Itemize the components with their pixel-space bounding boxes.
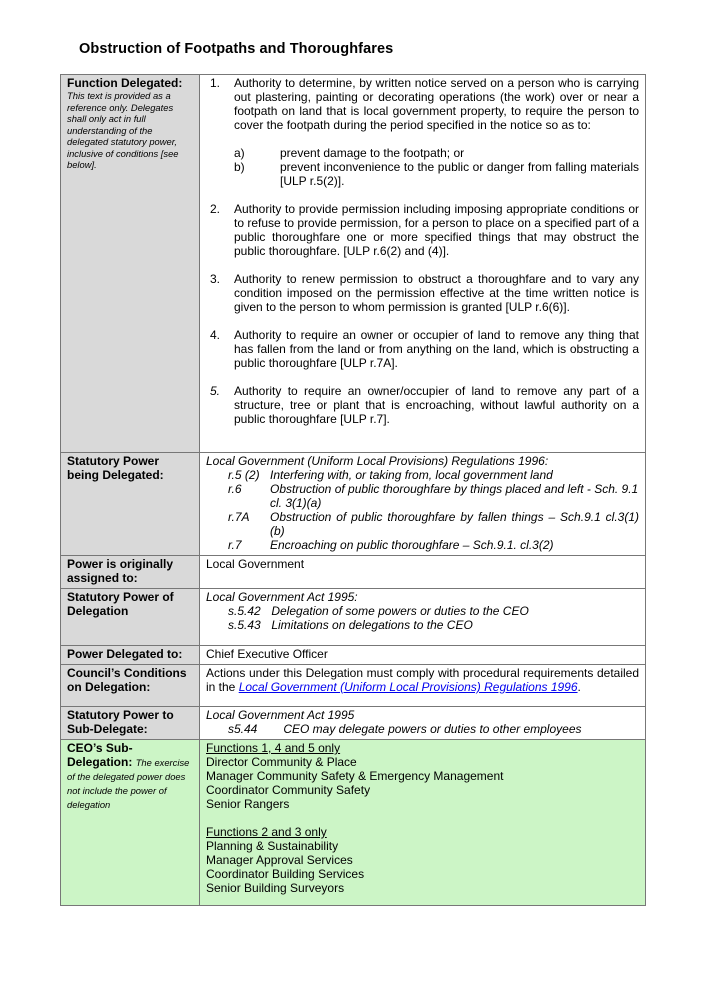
- group-heading: Functions 1, 4 and 5 only: [206, 741, 341, 755]
- act-heading: Local Government Act 1995:: [206, 590, 358, 604]
- function-item-3: [206, 272, 639, 314]
- act-ref: [206, 618, 639, 632]
- ref-code: r.5 (2): [228, 468, 260, 482]
- delegated-to-value: Chief Executive Officer: [200, 646, 646, 665]
- originally-assigned-value: Local Government: [200, 556, 646, 589]
- function-delegated-note: This text is provided as a reference only. Delegates shall only act in full understanding of the delegated statutory power, inclusive of conditions [see below].: [67, 90, 179, 170]
- function-item-1: [206, 76, 639, 188]
- ref-code: r.7: [228, 538, 242, 552]
- role-item: Senior Rangers: [206, 797, 290, 811]
- function-text: Authority to require an owner/occupier of land to remove any part of a structure, tree or plant that is encroaching, without lawful authority on a public thoroughfare [ULP r.7].: [234, 384, 639, 426]
- row-ceo-sub-delegation: [61, 740, 646, 906]
- conditions-text-end: .: [577, 680, 581, 694]
- function-list-cell: [200, 75, 646, 453]
- ref-text: Obstruction of public thoroughfare by fallen things – Sch.9.1 cl.3(1)(b): [270, 510, 639, 538]
- row-originally-assigned: [61, 556, 646, 589]
- role-item: Coordinator Community Safety: [206, 783, 371, 797]
- regulation-ref: [206, 510, 639, 538]
- role-item: Director Community & Place: [206, 755, 357, 769]
- function-number: 2.: [210, 202, 221, 216]
- row-delegated-to: [61, 646, 646, 665]
- sub-letter: a): [234, 146, 245, 160]
- role-item: Planning & Sustainability: [206, 839, 339, 853]
- role-item: Senior Building Surveyors: [206, 881, 345, 895]
- regulation-ref: [206, 482, 639, 510]
- sub-letter: b): [234, 160, 245, 174]
- sub-item-a: [234, 146, 639, 160]
- group-heading: Functions 2 and 3 only: [206, 825, 327, 839]
- label-originally-assigned: Power is originally assigned to:: [61, 556, 200, 589]
- row-statutory-power: [61, 453, 646, 556]
- ref-code: s.5.42: [228, 604, 261, 618]
- ref-code: r.7A: [228, 510, 250, 524]
- delegation-table: [60, 74, 646, 906]
- ref-text: Interfering with, or taking from, local government land: [270, 468, 553, 482]
- function-text: Authority to require an owner or occupier of land to remove any thing that has fallen from the land or from anything on the land, which is obstructing a public thoroughfare [ULP r.7A].: [234, 328, 639, 370]
- conditions-cell: [200, 665, 646, 707]
- label-delegated-to: Power Delegated to:: [61, 646, 200, 665]
- regulation-ref: [206, 538, 639, 552]
- sub-delegate-cell: [200, 707, 646, 740]
- function-list: [206, 76, 639, 426]
- label-ceo-sub-delegation: [61, 740, 200, 906]
- function-number: 3.: [210, 272, 221, 286]
- ref-text: Delegation of some powers or duties to the CEO: [271, 604, 529, 618]
- ref-text: Obstruction of public thoroughfare by things placed and left - Sch. 9.1 cl. 3(1)(a): [270, 482, 639, 510]
- power-of-delegation-cell: [200, 589, 646, 646]
- row-conditions: [61, 665, 646, 707]
- ref-code: r.6: [228, 482, 242, 496]
- role-item: Manager Approval Services: [206, 853, 353, 867]
- role-item: Coordinator Building Services: [206, 867, 365, 881]
- ceo-sub-delegation-cell: [200, 740, 646, 906]
- row-power-of-delegation: [61, 589, 646, 646]
- regulation-ref: [206, 468, 639, 482]
- act-ref: [206, 722, 639, 736]
- function-item-4: [206, 328, 639, 370]
- row-function-delegated: [61, 75, 646, 453]
- label-sub-delegate: Statutory Power to Sub-Delegate:: [61, 707, 200, 740]
- function-text: Authority to determine, by written notice served on a person who is carrying out plastering, painting or decorating operations (the work) over or near a footpath on land that is local government property, to require the person to cover the footpath during the period specified in the notice so as to:: [234, 76, 639, 132]
- function-delegated-label: Function Delegated:: [67, 76, 183, 90]
- function-number: 5.: [210, 384, 221, 398]
- ref-text: CEO may delegate powers or duties to other employees: [283, 722, 582, 736]
- ceo-sub-delegation-note: The exercise of the delegated power does not include the power of delegation: [67, 757, 190, 810]
- label-statutory-power: Statutory Power being Delegated:: [61, 453, 200, 556]
- function-number: 4.: [210, 328, 221, 342]
- ref-code: s5.44: [228, 722, 258, 736]
- regulations-link[interactable]: Local Government (Uniform Local Provisions) Regulations 1996: [238, 680, 578, 694]
- row-sub-delegate: [61, 707, 646, 740]
- function-item-5: [206, 384, 639, 426]
- sub-text: prevent inconvenience to the public or danger from falling materials [ULP r.5(2)].: [280, 160, 639, 188]
- ceo-sub-delegation-label: CEO’s Sub-Delegation:: [67, 741, 133, 769]
- sub-text: prevent damage to the footpath; or: [280, 146, 465, 160]
- function-item-2: [206, 202, 639, 258]
- ref-text: Limitations on delegations to the CEO: [271, 618, 473, 632]
- act-ref: [206, 604, 639, 618]
- function-text: Authority to renew permission to obstruct a thoroughfare and to vary any condition imposed on the permission effective at the time written notice is given to the person to whom permission is granted [ULP r.6(6)].: [234, 272, 639, 314]
- role-item: Manager Community Safety & Emergency Management: [206, 769, 504, 783]
- act-heading: Local Government Act 1995: [206, 708, 355, 722]
- ref-text: Encroaching on public thoroughfare – Sch.9.1. cl.3(2): [270, 538, 554, 552]
- conditions-text: Actions under this Delegation must comply with procedural requirements detailed in the: [206, 666, 639, 694]
- regulation-heading: Local Government (Uniform Local Provisions) Regulations 1996:: [206, 454, 549, 468]
- label-power-of-delegation: Statutory Power of Delegation: [61, 589, 200, 646]
- ref-code: s.5.43: [228, 618, 261, 632]
- statutory-power-cell: [200, 453, 646, 556]
- label-conditions: Council’s Conditions on Delegation:: [61, 665, 200, 707]
- label-function-delegated: [61, 75, 200, 453]
- function-number: 1.: [210, 76, 221, 90]
- page-title: Obstruction of Footpaths and Thoroughfares: [79, 41, 394, 57]
- function-text: Authority to provide permission including imposing appropriate conditions or to refuse to provide permission, for a person to place on a specified part of a public thoroughfare one or more specified things that may obstruct the public thoroughfare. [ULP r.6(2) and (4)].: [234, 202, 639, 258]
- sub-item-b: [234, 160, 639, 188]
